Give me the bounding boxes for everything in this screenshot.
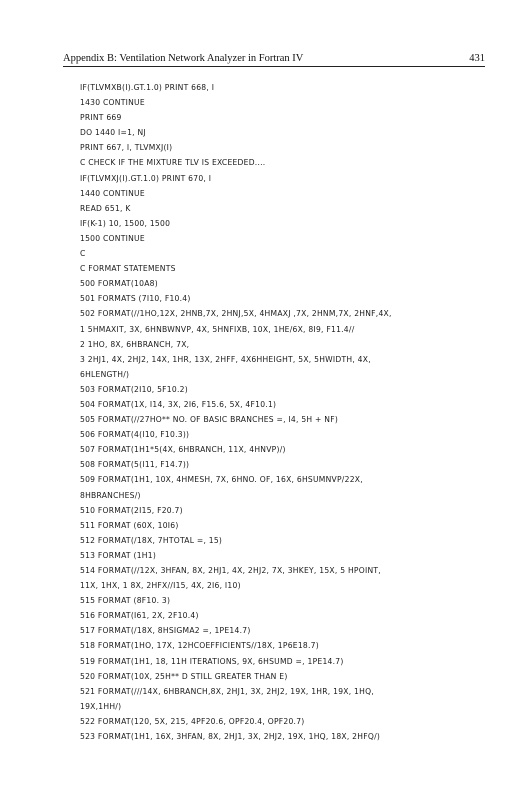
code-line: 519 FORMAT(1H1, 18, 11H ITERATIONS, 9X, 6HSUMD =, 1PE14.7) (80, 656, 344, 666)
code-line: 506 FORMAT(4(I10, F10.3)) (80, 430, 190, 440)
code-line: 505 FORMAT(//27HO** NO. OF BASIC BRANCHES =, I4, 5H + NF) (80, 415, 339, 425)
code-line: 512 FORMAT(/18X, 7HTOTAL =, 15) (80, 535, 223, 545)
code-line: C FORMAT STATEMENTS (80, 264, 176, 274)
code-line: 511 FORMAT (60X, 10I6) (80, 520, 179, 530)
code-line: 2 1HO, 8X, 6HBRANCH, 7X, (80, 339, 190, 349)
running-header (63, 48, 485, 67)
code-line: DO 1440 I=1, NJ (80, 128, 146, 138)
code-line: 500 FORMAT(10A8) (80, 279, 158, 289)
page-number: 431 (469, 53, 485, 64)
code-line: 19X,1HH/) (80, 701, 122, 711)
code-line: 514 FORMAT(//12X, 3HFAN, 8X, 2HJ1, 4X, 2HJ2, 7X, 3HKEY, 15X, 5 HPOINT, (80, 566, 381, 575)
code-line: 504 FORMAT(1X, I14, 3X, 2I6, F15.6, 5X, 4F10.1) (80, 399, 277, 409)
code-line: 1440 CONTINUE (80, 188, 145, 198)
code-line: 516 FORMAT(I61, 2X, 2F10.4) (80, 611, 199, 621)
code-line: 521 FORMAT(///14X, 6HBRANCH,8X, 2HJ1, 3X, 2HJ2, 19X, 1HR, 19X, 1HQ, (80, 686, 374, 696)
code-line: C (80, 249, 86, 259)
code-line: 513 FORMAT (1H1) (80, 550, 157, 560)
header-title: Appendix B: Ventilation Network Analyzer in Fortran IV (63, 53, 304, 64)
code-line: PRINT 667, I, TLVMXJ(I) (80, 143, 173, 153)
code-line: 520 FORMAT(10X, 25H** D STILL GREATER THAN E) (80, 671, 288, 681)
code-line: IF(TLVMXB(I).GT.1.0) PRINT 668, I (80, 83, 215, 92)
code-line: 501 FORMATS (7I10, F10.4) (80, 294, 191, 304)
code-line: 11X, 1HX, 1 8X, 2HFX//I15, 4X, 2I6, I10) (80, 581, 241, 591)
code-line: 507 FORMAT(1H1*5(4X, 6HBRANCH, 11X, 4HNVP)/) (80, 445, 286, 455)
code-line: 518 FORMAT(1HO, 17X, 12HCOEFFICIENTS//18X, 1P6E18.7) (80, 641, 319, 651)
fortran-code-listing (80, 80, 500, 744)
code-line: PRINT 669 (80, 113, 122, 123)
code-line: IF(K-1) 10, 1500, 1500 (80, 218, 171, 228)
code-line: 508 FORMAT(5(I11, F14.7)) (80, 460, 190, 470)
code-line: 503 FORMAT(2I10, 5F10.2) (80, 384, 188, 394)
code-line: 1430 CONTINUE (80, 98, 145, 108)
code-line: 502 FORMAT(//1HO,12X, 2HNB,7X, 2HNJ,5X, 4HMAXJ ,7X, 2HNM,7X, 2HNF,4X, (80, 309, 392, 319)
code-line: 6HLENGTH/) (80, 369, 130, 379)
code-line: 1 5HMAXIT, 3X, 6HNBWNVP, 4X, 5HNFIXB, 10X, 1HE/6X, 8I9, F11.4// (80, 324, 355, 334)
code-line: IF(TLVMXJ(I).GT.1.0) PRINT 670, I (80, 173, 212, 183)
code-line: 8HBRANCHES/) (80, 490, 141, 500)
code-line: 522 FORMAT(120, 5X, 215, 4PF20.6, OPF20.4, OPF20.7) (80, 716, 305, 726)
code-line: READ 651, K (80, 203, 131, 213)
code-line: 515 FORMAT (8F10. 3) (80, 596, 171, 606)
code-line: 509 FORMAT(1H1, 10X, 4HMESH, 7X, 6HNO. OF, 16X, 6HSUMNVP/22X, (80, 475, 363, 485)
code-line: C CHECK IF THE MIXTURE TLV IS EXCEEDED.... (80, 158, 266, 168)
code-line: 1500 CONTINUE (80, 233, 145, 243)
code-line: 3 2HJ1, 4X, 2HJ2, 14X, 1HR, 13X, 2HFF, 4X6HHEIGHT, 5X, 5HWIDTH, 4X, (80, 354, 371, 364)
code-line: 523 FORMAT(1H1, 16X, 3HFAN, 8X, 2HJ1, 3X, 2HJ2, 19X, 1HQ, 18X, 2HFQ/) (80, 732, 381, 742)
code-line: 517 FORMAT(/18X, 8HSIGMA2 =, 1PE14.7) (80, 626, 251, 636)
code-line: 510 FORMAT(2I15, F20.7) (80, 505, 183, 515)
